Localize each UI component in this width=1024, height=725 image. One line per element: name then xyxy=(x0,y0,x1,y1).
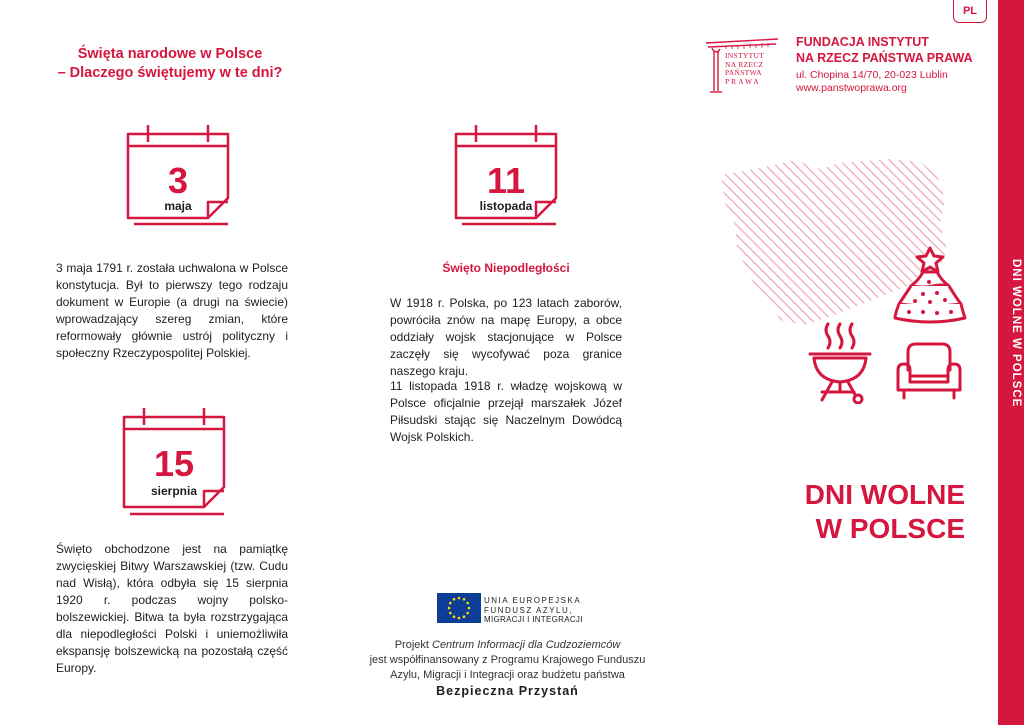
aug-15-description: Święto obchodzone jest na pamiątkę zwycięskiej Bitwy Warszawskiej (tzw. Cudu nad Wisłą), która odbyła się 15 sierpnia 1920 r. podczas wojny polsko-bolszewickiej. Bitwa ta była rozstrzygająca dla niepodległości Polski i uniemożliwiła ekspansję bolszewicką na pozostałą część Europy. xyxy=(56,542,288,675)
eu-line-2: FUNDUSZ AZYLU, xyxy=(484,605,574,615)
title-line-1: Święta narodowe w Polsce xyxy=(77,46,263,62)
calendar-day: 15 xyxy=(153,443,195,484)
eu-line-3: MIGRACJI I INTEGRACJI xyxy=(484,615,583,624)
calendar-month: sierpnia xyxy=(150,484,198,498)
calendar-icon-15-aug xyxy=(118,405,230,521)
eu-flag-icon xyxy=(437,593,481,623)
may-3-description: 3 maja 1791 r. została uchwalona w Polsce konstytucja. Był to pierwszy tego rodzaju dokument w Europie (a drugi na świecie) wprowadzający szereg zmian, które reformowały głównie ustrój polityczny i społeczny Rzeczypospolitej Polskiej. xyxy=(56,261,288,360)
organization-contact xyxy=(796,69,948,95)
org-website-link[interactable]: www.panstwoprawa.org xyxy=(796,82,907,94)
project-funding-note xyxy=(340,638,675,683)
cover-title-line-1: DNI WOLNE xyxy=(804,479,965,510)
nov-11-description-1: W 1918 r. Polska, po 123 latach zaborów, powróciła znów na mapę Europy, a obce oddziały wojsk stacjonujące w Polsce zaczęły się wycofywać poza granice naszego kraju. xyxy=(390,296,622,378)
project-line-3: Azylu, Migracji i Integracji oraz budżetu państwa xyxy=(390,669,625,681)
project-line-2: jest współfinansowany z Programu Krajowego Funduszu xyxy=(369,654,646,666)
language-badge: PL xyxy=(953,0,987,23)
grill-icon xyxy=(806,320,876,404)
calendar-month: listopada xyxy=(479,199,533,213)
armchair-icon xyxy=(894,340,964,402)
eu-fund-label xyxy=(484,596,583,625)
eu-line-1: UNIA EUROPEJSKA xyxy=(484,596,582,605)
project-line-1 xyxy=(340,638,675,653)
institute-logo xyxy=(704,35,784,95)
spine-label: DNI WOLNE W POLSCE xyxy=(1010,258,1022,408)
logo-line-1: INSTYTUT xyxy=(725,51,765,60)
christmas-tree-icon xyxy=(893,246,967,328)
calendar-day: 3 xyxy=(167,160,189,201)
org-name-line-1: FUNDACJA INSTYTUT xyxy=(796,35,929,49)
org-name-line-2: NA RZECZ PAŃSTWA PRAWA xyxy=(796,51,973,65)
independence-heading: Święto Niepodległości xyxy=(442,261,570,275)
logo-line-2: NA RZECZ xyxy=(725,59,764,69)
calendar-icon-3-may xyxy=(122,122,234,228)
organization-name xyxy=(796,34,973,66)
calendar-icon-11-nov xyxy=(450,122,562,228)
program-name: Bezpieczna Przystań xyxy=(436,684,579,698)
cover-title-line-2: W POLSCE xyxy=(815,513,965,544)
org-address: ul. Chopina 14/70, 20-023 Lublin xyxy=(796,69,948,81)
nov-11-description-2: 11 listopada 1918 r. władzę wojskową w Polsce oficjalnie przejął marszałek Józef Piłsudski stając się Naczelnym Dowódcą Wojsk Polskich. xyxy=(390,379,622,444)
page-title xyxy=(50,45,290,83)
project-prefix: Projekt xyxy=(394,639,432,651)
logo-line-4: PRAWA xyxy=(725,76,761,86)
calendar-day: 11 xyxy=(486,160,526,201)
calendar-month: maja xyxy=(164,199,192,213)
cover-title xyxy=(760,478,965,546)
title-line-2: – Dlaczego świętujemy w te dni? xyxy=(57,65,283,81)
project-name: Centrum Informacji dla Cudzoziemców xyxy=(432,639,621,651)
logo-line-3: PAŃSTWA xyxy=(725,68,762,77)
